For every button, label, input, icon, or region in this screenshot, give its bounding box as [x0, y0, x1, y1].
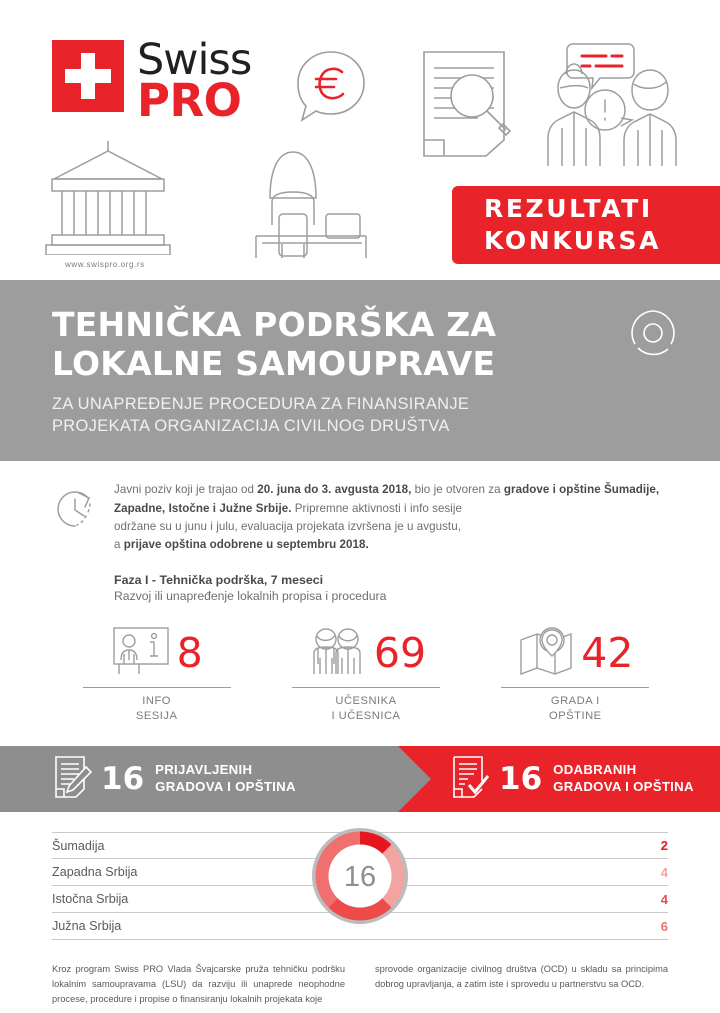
- stat-divider: [83, 687, 231, 689]
- stat-label-line1: UČESNIKA: [335, 695, 397, 708]
- clock-arrow-icon: [52, 481, 110, 554]
- phase-block: [52, 573, 680, 603]
- applications-banner: [0, 746, 720, 812]
- participants-icon: [306, 626, 368, 681]
- stat-divider: [501, 687, 649, 689]
- donut-center-label: 16: [343, 861, 377, 894]
- page-subtitle-line2: PROJEKATA ORGANIZACIJA CIVILNOG DRUŠTVA: [52, 416, 450, 435]
- stats-row: [0, 625, 720, 724]
- region-name: Šumadija: [52, 838, 105, 853]
- logo-pro-text: PRO: [137, 74, 242, 128]
- map-pin-icon: [517, 626, 575, 681]
- results-badge: [452, 186, 720, 264]
- logo-swiss-text: Swiss: [137, 35, 252, 85]
- info-session-icon: [111, 626, 171, 681]
- region-name: Južna Srbija: [52, 919, 122, 934]
- stat-value-info-sessions: 8: [176, 629, 203, 678]
- stat-label-line2: I UČESNICA: [331, 710, 401, 723]
- regions-donut-chart: [310, 826, 410, 926]
- regions-breakdown: [0, 832, 720, 940]
- website-url: www.swispro.org.rs: [65, 260, 145, 269]
- intro-section: [0, 461, 720, 602]
- banner-selected-label: [553, 762, 694, 795]
- stat-label-info-sessions: [136, 694, 178, 724]
- intro-paragraph: Javni poziv koji je trajao od 20. juna do 3. avgusta 2018, bio je otvoren za gradove i opštine Šumadije, Zapadne, Istočne i Južne Srbije. Pripremne aktivnosti i info sesije održane su u junu i julu, evaluacija projekata izvršena je u avgustu, a prijave opština odobrene u septembru 2018.: [114, 483, 660, 552]
- page-title-line2: LOKALNE SAMOUPRAVE: [52, 343, 496, 383]
- banner-label-line2: GRADOVA I OPŠTINA: [553, 779, 694, 795]
- phase-description: Razvoj ili unapređenje lokalnih propisa i procedura: [114, 588, 387, 603]
- stat-municipalities: [471, 625, 680, 724]
- region-value: 4: [660, 864, 668, 880]
- header: [0, 0, 720, 280]
- region-value: 2: [660, 838, 668, 854]
- stat-participants: [261, 625, 470, 724]
- results-badge-line2: KONKURSA: [484, 226, 662, 255]
- banner-selected-number: 16: [499, 760, 543, 797]
- person-at-desk-icon: [238, 140, 368, 260]
- banner-applied-label: [155, 762, 296, 795]
- euro-speech-bubble-icon: [292, 48, 370, 130]
- target-circle-icon: [628, 308, 678, 363]
- page-subtitle-line1: ZA UNAPREĐENJE PROCEDURA ZA FINANSIRANJE: [52, 395, 470, 414]
- region-value: 4: [660, 891, 668, 907]
- banner-label-line1: ODABRANIH: [553, 762, 637, 778]
- document-magnifier-icon: [418, 48, 514, 160]
- logo-wordmark: [137, 35, 252, 128]
- stat-label-line2: SESIJA: [135, 710, 178, 723]
- results-badge-line1: REZULTATI: [484, 194, 653, 223]
- stat-label-municipalities: [549, 694, 602, 724]
- stat-label-line2: OPŠTINE: [549, 710, 602, 723]
- title-band: [0, 280, 720, 461]
- stat-label-line1: GRADA I: [550, 695, 600, 708]
- banner-label-line1: PRIJAVLJENIH: [155, 762, 253, 778]
- banner-label-line2: GRADOVA I OPŠTINA: [155, 779, 296, 795]
- swiss-flag-icon: [52, 40, 124, 112]
- footer-column-1: Kroz program Swiss PRO Vlada Švajcarske pruža tehničku podršku lokalnim samoupravama (LSU) da razviju ili unaprede neophodne procese, procedure i propise o finansiranju lokalnih projekata koje: [52, 964, 345, 1005]
- stat-info-sessions: [52, 625, 261, 724]
- page-title-line1: TEHNIČKA PODRŠKA ZA: [52, 305, 497, 344]
- swiss-pro-logo: [52, 35, 252, 128]
- document-check-icon: [450, 755, 490, 804]
- stat-divider: [292, 687, 440, 689]
- document-pencil-icon: [52, 755, 92, 804]
- page-subtitle: [52, 394, 680, 437]
- banner-applied: [0, 746, 398, 812]
- stat-label-line1: INFO: [142, 695, 172, 708]
- banner-applied-number: 16: [101, 760, 145, 797]
- phase-title: Faza I - Tehnička podrška, 7 meseci: [114, 572, 324, 587]
- institution-building-icon: [44, 135, 172, 255]
- footer-text: [0, 940, 720, 1007]
- stat-label-participants: [331, 694, 400, 724]
- region-name: Istočna Srbija: [52, 892, 129, 907]
- region-value: 6: [660, 918, 668, 934]
- region-name: Zapadna Srbija: [52, 865, 138, 880]
- banner-selected: [398, 746, 720, 812]
- stat-value-participants: 69: [373, 629, 427, 678]
- footer-column-2: sprovode organizacije civilnog društva (OCD) u skladu sa principima dobrog upravljanja, a zatim iste i sprovedu u partnerstvu sa OCD.: [375, 964, 668, 990]
- people-discussion-icon: [528, 40, 698, 168]
- stat-value-municipalities: 42: [581, 629, 634, 678]
